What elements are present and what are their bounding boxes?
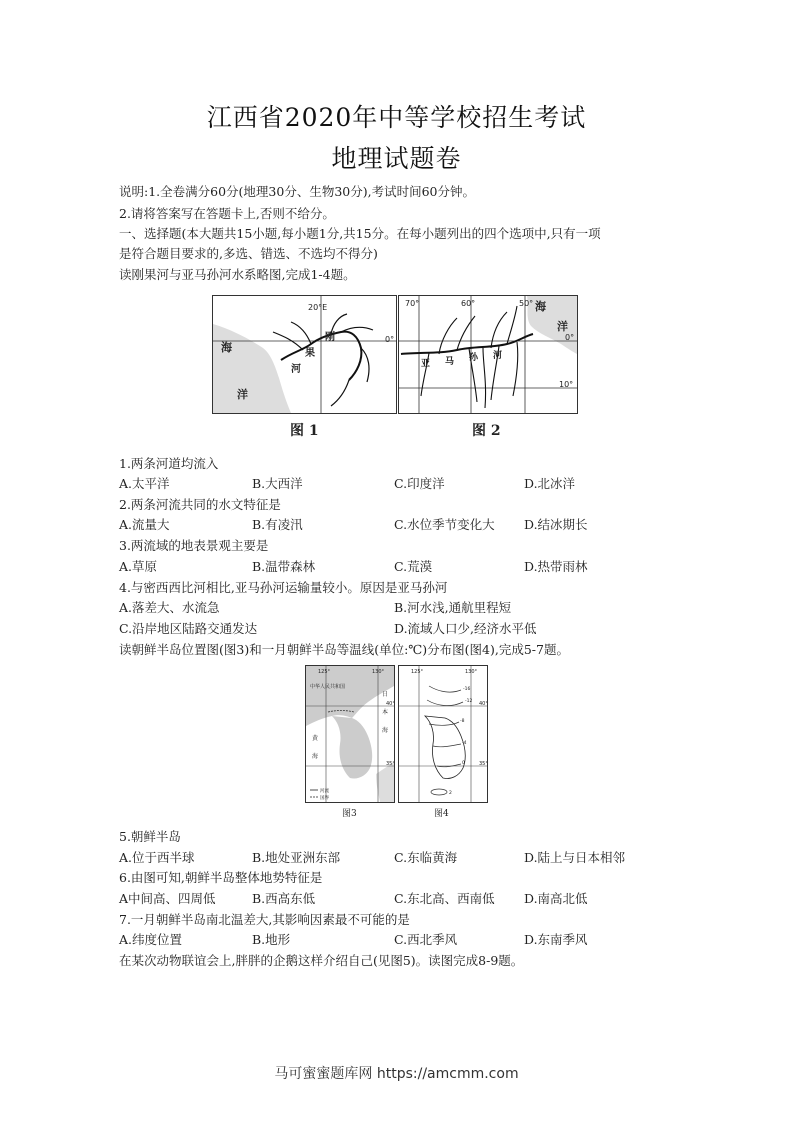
- question-6-option-a[interactable]: A中间高、四周低: [119, 891, 216, 906]
- fig3-lon2-label: 130°: [372, 669, 385, 675]
- question-3-option-d[interactable]: D.热带雨林: [524, 559, 588, 574]
- figure-2-caption: 图 2: [472, 423, 501, 439]
- note-2: 2.请将答案写在答题卡上,否则不给分。: [119, 206, 335, 221]
- question-2-stem: 2.两条河流共同的水文特征是: [119, 497, 281, 512]
- figure-2-amazon-map: [398, 295, 578, 414]
- question-7-option-c[interactable]: C.西北季风: [394, 932, 458, 947]
- fig4-lat1-label: 40°: [479, 701, 487, 707]
- section-heading-line1: 一、选择题(本大题共15小题,每小题1分,共15分。在每小题列出的四个选项中,只有一项: [119, 226, 601, 241]
- question-4-option-c[interactable]: C.沿岸地区陆路交通发达: [119, 621, 258, 636]
- question-4-stem: 4.与密西西比河相比,亚马孙河运输量较小。原因是亚马孙河: [119, 580, 448, 595]
- question-2-option-d[interactable]: D.结冰期长: [524, 517, 588, 532]
- question-6-stem: 6.由图可知,朝鲜半岛整体地势特征是: [119, 870, 323, 885]
- figure-3-korea-location-map: [305, 665, 395, 803]
- footer-watermark: 马可蜜蜜题库网 https://amcmm.com: [274, 1066, 519, 1082]
- exam-subtitle: 地理试题卷: [331, 144, 462, 173]
- figure-1-congo-map: [212, 295, 397, 414]
- fig4-isotherm-label-2: -12: [465, 699, 473, 704]
- question-3-option-b[interactable]: B.温带森林: [252, 559, 316, 574]
- fig4-isotherm-label-4: -4: [462, 741, 467, 746]
- fig4-isotherm-label-6: 2: [449, 791, 452, 796]
- fig2-river-label-2: 马: [445, 357, 455, 367]
- question-3-option-a[interactable]: A.草原: [119, 559, 158, 574]
- fig4-lat2-label: 35°: [479, 761, 487, 767]
- fig4-isotherm-label-3: -8: [460, 719, 465, 724]
- section-heading-line2: 是符合题目要求的,多选、错选、不选均不得分): [119, 246, 378, 261]
- fig3-sea-label-2: 本: [382, 709, 389, 716]
- fig2-ocean-label-1: 海: [535, 300, 546, 313]
- question-2-option-a[interactable]: A.流量大: [119, 517, 170, 532]
- fig3-country-label: 中华人民共和国: [310, 684, 346, 690]
- question-4-option-a[interactable]: A.落差大、水流急: [119, 600, 220, 615]
- question-5-option-c[interactable]: C.东临黄海: [394, 850, 458, 865]
- fig2-river-label-4: 河: [493, 351, 503, 361]
- question-6-option-d[interactable]: D.南高北低: [524, 891, 588, 906]
- question-3-option-c[interactable]: C.荒漠: [394, 559, 433, 574]
- fig3-lon1-label: 125°: [318, 669, 331, 675]
- fig2-lon3-label: 50°: [519, 299, 534, 308]
- fig4-isotherm-label-5: 0: [462, 761, 465, 766]
- question-5-option-b[interactable]: B.地处亚洲东部: [252, 850, 341, 865]
- question-1-option-c[interactable]: C.印度洋: [394, 476, 445, 491]
- fig4-lon2-label: 130°: [465, 669, 478, 675]
- fig4-lon1-label: 125°: [411, 669, 424, 675]
- question-2-option-b[interactable]: B.有凌汛: [252, 517, 303, 532]
- question-1-option-a[interactable]: A.太平洋: [119, 476, 170, 491]
- fig2-river-label-3: 孙: [469, 353, 479, 363]
- note-1: 说明:1.全卷满分60分(地理30分、生物30分),考试时间60分钟。: [119, 184, 475, 199]
- question-7-option-a[interactable]: A.纬度位置: [119, 932, 183, 947]
- question-1-option-b[interactable]: B.大西洋: [252, 476, 303, 491]
- fig2-lon2-label: 60°: [461, 299, 476, 308]
- fig1-river-label-2: 果: [305, 348, 315, 359]
- fig2-river-label-1: 亚: [421, 359, 431, 369]
- exam-title: 江西省2020年中等学校招生考试: [206, 103, 587, 132]
- fig3-sea-label-1: 日: [382, 691, 389, 698]
- fig3-sea-label-4: 黄: [312, 735, 319, 742]
- fig3-sea-label-3: 海: [382, 727, 389, 734]
- fig1-river-label-3: 河: [291, 364, 301, 375]
- question-7-stem: 7.一月朝鲜半岛南北温差大,其影响因素最不可能的是: [119, 912, 410, 927]
- fig1-lon-label: 20°E: [308, 303, 328, 312]
- intro-q8-9: 在某次动物联谊会上,胖胖的企鹅这样介绍自己(见图5)。读图完成8-9题。: [119, 953, 524, 968]
- fig1-ocean-label-2: 洋: [237, 388, 248, 401]
- fig3-legend-river: 河流: [320, 789, 329, 794]
- fig3-legend-border: 国界: [320, 796, 329, 801]
- figure-4-isotherm-map: [398, 665, 488, 803]
- fig1-lat-label: 0°: [385, 335, 395, 344]
- intro-q5-7: 读朝鲜半岛位置图(图3)和一月朝鲜半岛等温线(单位:℃)分布图(图4),完成5-7题。: [119, 642, 569, 657]
- question-1-stem: 1.两条河道均流入: [119, 456, 219, 471]
- question-5-stem: 5.朝鲜半岛: [119, 829, 181, 844]
- figure-4-caption: 图4: [434, 809, 449, 819]
- question-5-option-a[interactable]: A.位于西半球: [119, 850, 195, 865]
- fig4-isotherm-label-1: -16: [463, 687, 471, 692]
- question-1-option-d[interactable]: D.北冰洋: [524, 476, 576, 491]
- fig2-ocean-label-2: 洋: [557, 320, 568, 333]
- fig3-sea-label-5: 海: [312, 753, 319, 760]
- question-5-option-d[interactable]: D.陆上与日本相邻: [524, 850, 626, 865]
- question-7-option-d[interactable]: D.东南季风: [524, 932, 588, 947]
- figure-1-caption: 图 1: [290, 423, 319, 439]
- question-3-stem: 3.两流域的地表景观主要是: [119, 538, 269, 553]
- fig3-lat2-label: 35°: [386, 761, 394, 767]
- fig1-ocean-label-1: 海: [221, 341, 232, 354]
- question-7-option-b[interactable]: B.地形: [252, 932, 291, 947]
- figure-3-caption: 图3: [342, 809, 357, 819]
- fig3-lat1-label: 40°: [386, 701, 394, 707]
- question-4-option-d[interactable]: D.流域人口少,经济水平低: [394, 621, 537, 636]
- question-6-option-c[interactable]: C.东北高、西南低: [394, 891, 495, 906]
- fig2-lat2-label: 10°: [559, 380, 574, 389]
- fig1-river-label-1: 刚: [325, 332, 335, 343]
- question-6-option-b[interactable]: B.西高东低: [252, 891, 316, 906]
- question-2-option-c[interactable]: C.水位季节变化大: [394, 517, 495, 532]
- fig2-lat1-label: 0°: [565, 333, 575, 342]
- fig2-lon1-label: 70°: [405, 299, 420, 308]
- intro-q1-4: 读刚果河与亚马孙河水系略图,完成1-4题。: [119, 267, 356, 282]
- question-4-option-b[interactable]: B.河水浅,通航里程短: [394, 600, 512, 615]
